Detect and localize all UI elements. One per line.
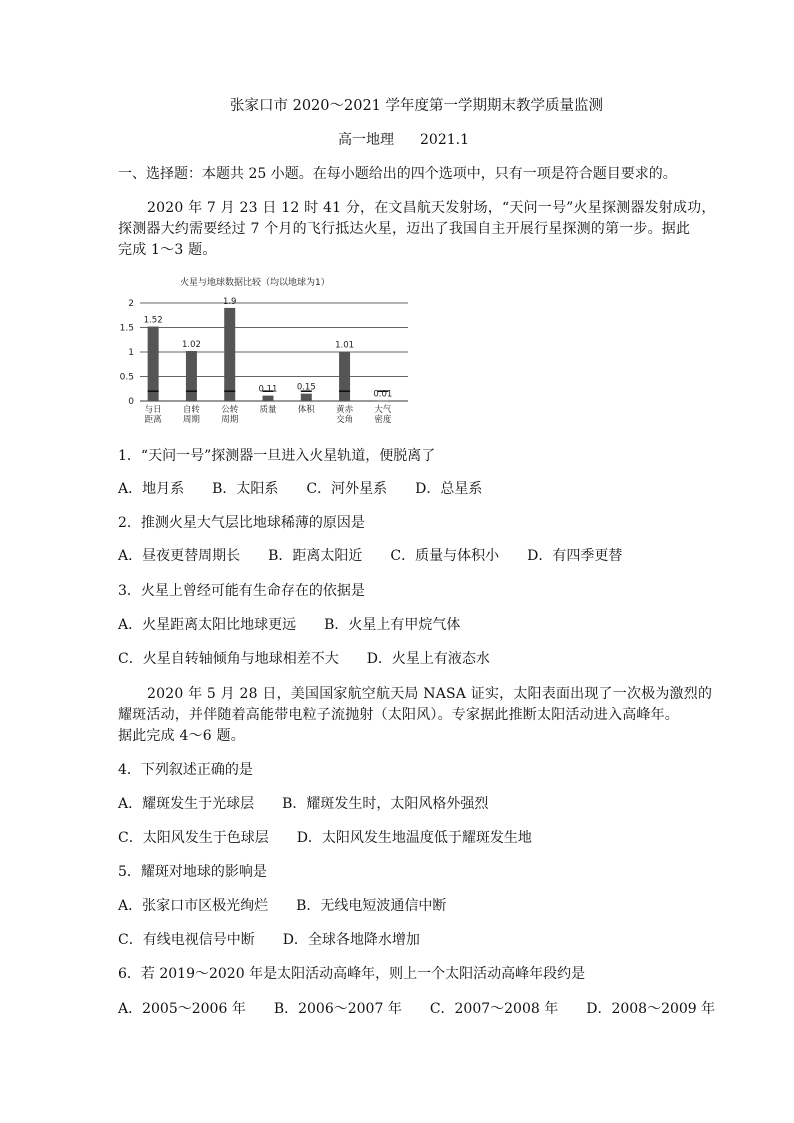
x-tick-label: 距离 bbox=[144, 415, 162, 425]
q5-options-row2: C．有线电视信号中断 D．全球各地降水增加 bbox=[118, 932, 420, 948]
bar bbox=[301, 394, 312, 401]
x-tick-label: 与日 bbox=[144, 405, 162, 415]
x-tick-label: 公转 bbox=[221, 405, 239, 415]
exam-title: 张家口市 2020～2021 学年度第一学期期末教学质量监测 bbox=[230, 98, 604, 114]
q1-options: A．地月系 B．太阳系 C．河外星系 D．总星系 bbox=[118, 481, 483, 497]
x-tick-label: 体积 bbox=[297, 405, 315, 415]
chart-y-ticks bbox=[120, 299, 135, 407]
x-tick-label: 自转 bbox=[182, 405, 200, 415]
bar bbox=[148, 327, 159, 401]
bar bbox=[263, 396, 274, 401]
exam-date: 2021.1 bbox=[420, 132, 469, 148]
bar bbox=[186, 351, 197, 401]
x-tick-label: 周期 bbox=[182, 415, 200, 425]
q1-stem: 1．“天问一号”探测器一旦进入火星轨道，便脱离了 bbox=[118, 448, 436, 464]
q4-stem: 4．下列叙述正确的是 bbox=[118, 762, 253, 778]
y-tick-label: 1 bbox=[128, 348, 134, 358]
q5-options-row1: A．张家口市区极光绚烂 B．无线电短波通信中断 bbox=[118, 898, 447, 914]
passage2-line2: 耀斑活动，并伴随着高能带电粒子流抛射（太阳风）。专家据此推断太阳活动进入高峰年。 bbox=[118, 707, 679, 723]
x-tick-label: 密度 bbox=[374, 415, 392, 425]
passage1-line2: 探测器大约需要经过 7 个月的飞行抵达火星，迈出了我国自主开展行星探测的第一步。据此 bbox=[118, 221, 691, 237]
value-label: 0.11 bbox=[258, 384, 278, 395]
passage2-line1: 2020 年 5 月 28 日，美国国家航空航天局 NASA 证实，太阳表面出现了一次极为激烈的 bbox=[147, 686, 713, 702]
value-label: 0.01 bbox=[373, 389, 393, 400]
q3-options-row1: A．火星距离太阳比地球更远 B．火星上有甲烷气体 bbox=[118, 617, 461, 633]
mars-earth-bar-chart bbox=[118, 272, 418, 434]
q4-options-row2: C．太阳风发生于色球层 D．太阳风发生地温度低于耀斑发生地 bbox=[118, 830, 532, 846]
passage1-line3: 完成 1～3 题。 bbox=[118, 242, 217, 258]
y-tick-label: 0.5 bbox=[119, 372, 134, 383]
exam-subject: 高一地理 bbox=[338, 132, 394, 148]
passage2-line3: 据此完成 4～6 题。 bbox=[118, 728, 245, 744]
passage1-line1: 2020 年 7 月 23 日 12 时 41 分，在文昌航天发射场，“天问一号”火星探测器发射成功， bbox=[147, 200, 716, 216]
value-label: 0.15 bbox=[296, 382, 316, 393]
q6-stem: 6．若 2019～2020 年是太阳活动高峰年，则上一个太阳活动高峰年段约是 bbox=[118, 966, 586, 982]
q4-options-row1: A．耀斑发生于光球层 B．耀斑发生时，太阳风格外强烈 bbox=[118, 796, 489, 812]
bar bbox=[224, 308, 235, 401]
x-tick-label: 交角 bbox=[336, 415, 354, 425]
bar bbox=[377, 401, 388, 402]
q5-stem: 5．耀斑对地球的影响是 bbox=[118, 864, 267, 880]
q2-options: A．昼夜更替周期长 B．距离太阳近 C．质量与体积小 D．有四季更替 bbox=[118, 548, 623, 564]
y-tick-label: 0 bbox=[128, 397, 134, 407]
y-tick-label: 2 bbox=[128, 299, 134, 309]
x-tick-label: 质量 bbox=[259, 405, 277, 415]
value-label: 1.9 bbox=[222, 296, 237, 307]
q6-options: A．2005～2006 年 B．2006～2007 年 C．2007～2008 年 D．2008～2009 年 bbox=[118, 1001, 716, 1017]
value-label: 1.01 bbox=[335, 340, 355, 351]
section-heading: 一、选择题：本题共 25 小题。在每小题给出的四个选项中，只有一项是符合题目要求的。 bbox=[118, 166, 677, 182]
bar bbox=[339, 352, 350, 401]
x-tick-label: 周期 bbox=[221, 415, 239, 425]
chart-value-labels bbox=[144, 297, 393, 400]
x-tick-label: 大气 bbox=[374, 405, 392, 415]
x-tick-label: 黄赤 bbox=[336, 405, 354, 415]
chart-title: 火星与地球数据比较（均以地球为1） bbox=[180, 278, 330, 288]
q3-stem: 3．火星上曾经可能有生命存在的依据是 bbox=[118, 583, 365, 599]
chart-x-labels bbox=[145, 404, 392, 425]
value-label: 1.02 bbox=[181, 340, 201, 351]
q3-options-row2: C．火星自转轴倾角与地球相差不大 D．火星上有液态水 bbox=[118, 651, 490, 667]
y-tick-label: 1.5 bbox=[119, 323, 134, 334]
q2-stem: 2．推测火星大气层比地球稀薄的原因是 bbox=[118, 515, 365, 531]
value-label: 1.52 bbox=[143, 315, 163, 326]
